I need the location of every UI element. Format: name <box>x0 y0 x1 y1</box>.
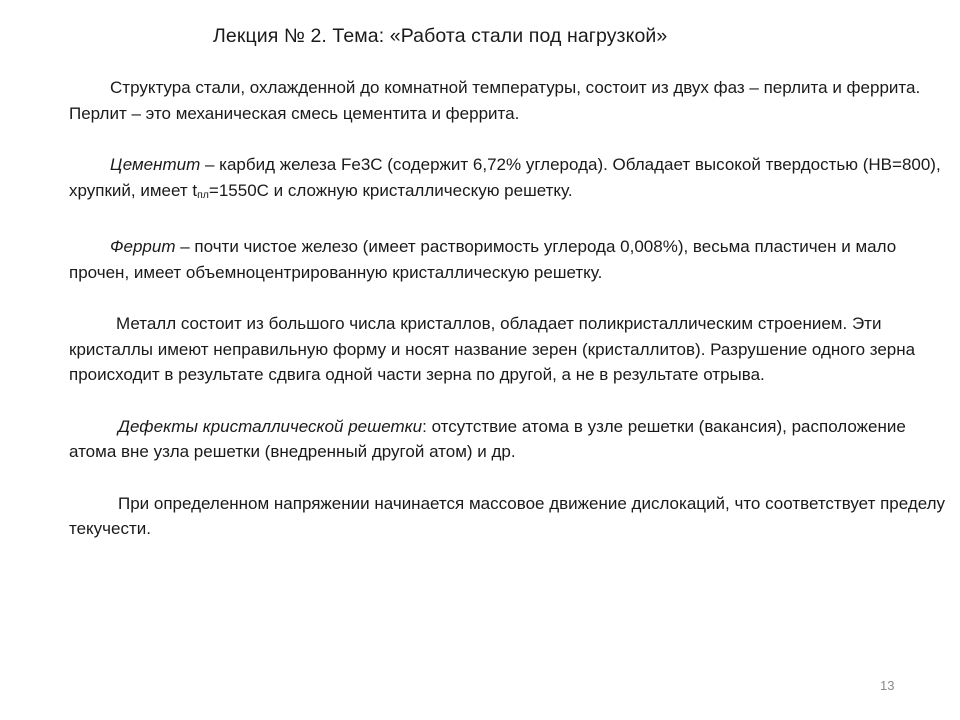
slide-title: Лекция № 2. Тема: «Работа стали под нагрузкой» <box>213 25 668 47</box>
paragraph-steel-structure <box>69 75 949 126</box>
paragraph-text: =1550С и сложную кристаллическую решетку. <box>208 180 573 200</box>
paragraph-text: Металл состоит из большого числа кристаллов, обладает поликристаллическим строением. Эти кристаллы имеют неправильную форму и носят название зерен (кристаллитов). Разрушение одного зерна происходит в результате сдвига одной части зерна по другой, а не в результате отрыва. <box>69 314 916 384</box>
page-number: 13 <box>880 678 895 693</box>
paragraph-text: : отсутствие атома в узле решетки (вакансия), расположение атома вне узла решетки (внедренный другой атом) и др. <box>69 416 906 461</box>
paragraph-text: – почти чистое железо (имеет растворимость углерода 0,008%), весьма пластичен и мало прочен, имеет объемноцентрированную кристаллическую решетку. <box>69 237 897 282</box>
term-ferrite: Феррит <box>110 237 176 256</box>
paragraph-cementite <box>69 152 949 208</box>
term-lattice-defects: Дефекты кристаллической решетки <box>118 416 423 436</box>
paragraph-text: При определенном напряжении начинается массовое движение дислокаций, что соответствует пределу текучести. <box>69 493 946 538</box>
paragraph-ferrite <box>69 234 949 285</box>
paragraph-yield-point <box>69 491 949 542</box>
slide-body <box>69 75 949 568</box>
paragraph-text: Структура стали, охлажденной до комнатной температуры, состоит из двух фаз – перлита и феррита. Перлит – это механическая смесь цементита и феррита. <box>69 78 921 123</box>
paragraph-lattice-defects <box>69 414 949 465</box>
term-cementite: Цементит <box>110 155 201 174</box>
paragraph-metal-grains <box>69 311 949 388</box>
subscript-melting: пл <box>197 188 209 201</box>
paragraph-text: – карбид железа Fe3C (содержит 6,72% углерода). Обладает высокой твердостью (HB=800), хрупкий, имеет t <box>69 155 941 200</box>
